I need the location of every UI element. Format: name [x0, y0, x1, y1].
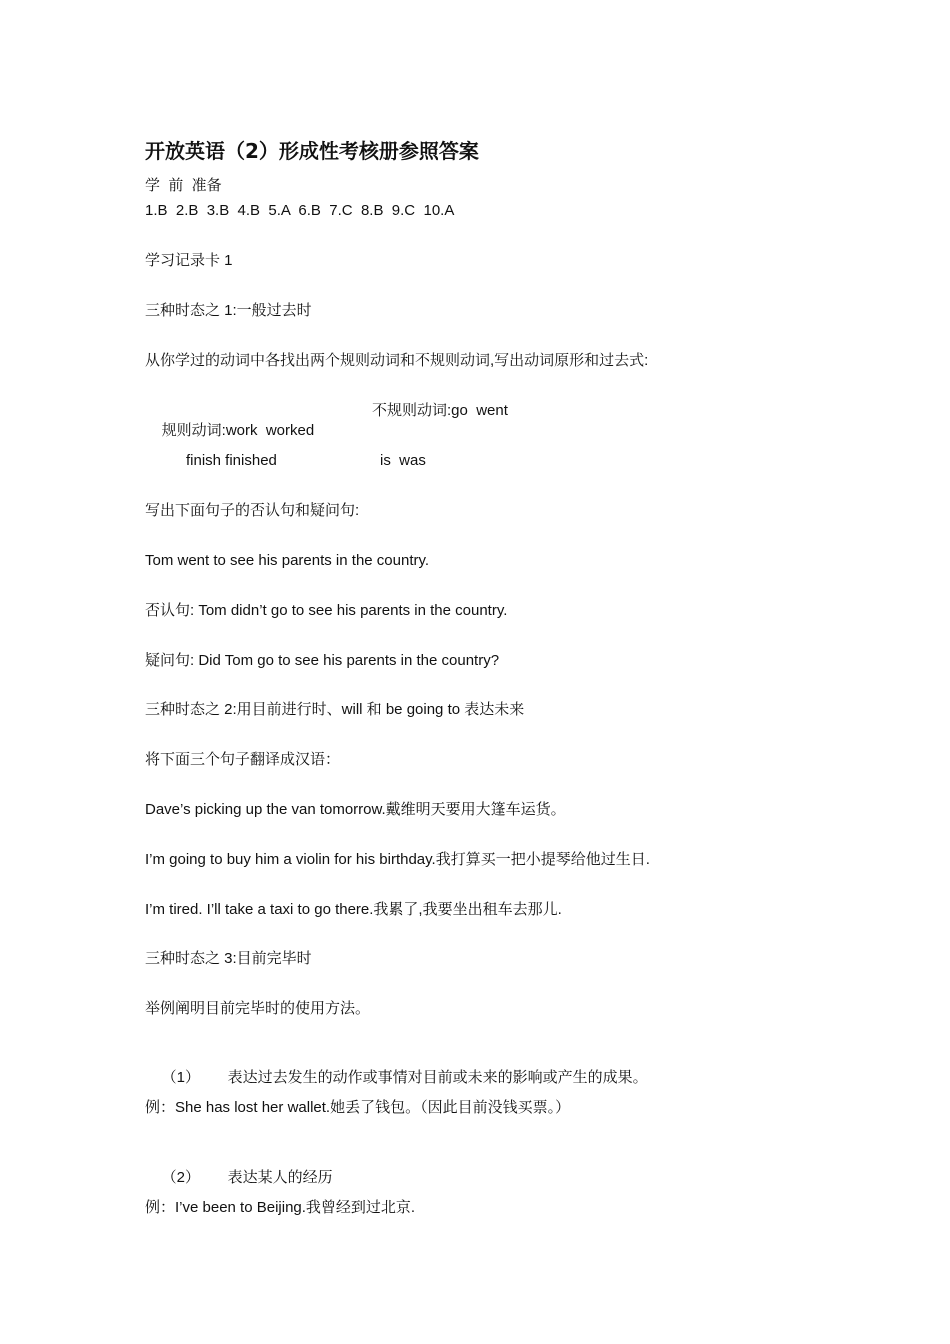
- section1-instruction: 从你学过的动词中各找出两个规则动词和不规则动词,写出动词原形和过去式:: [145, 352, 649, 369]
- irregular-verb-2: is was: [380, 452, 426, 469]
- translation-3: I’m tired. I’ll take a taxi to go there.我累了,我要坐出租车去那儿.: [145, 901, 562, 918]
- regular-verb-1: 规则动词:work worked: [161, 422, 315, 439]
- regular-verb-2: finish finished: [186, 452, 277, 469]
- usage-point-1-text: 表达过去发生的动作或事情对目前或未来的影响或产生的成果。: [227, 1069, 648, 1086]
- section1-instruction2: 写出下面句子的否认句和疑问句:: [145, 502, 360, 519]
- usage-example-1: 例：She has lost her wallet.她丢了钱包。（因此目前没钱买票。）: [145, 1099, 571, 1116]
- section2-heading: 三种时态之 2:用目前进行时、will 和 be going to 表达未来: [145, 701, 525, 718]
- prep-heading: 学 前 准备: [145, 177, 222, 194]
- negative-sentence: 否认句: Tom didn’t go to see his parents in the country.: [145, 602, 508, 619]
- usage-point-2-text: 表达某人的经历: [227, 1169, 333, 1186]
- section1-heading: 三种时态之 1:一般过去时: [145, 302, 312, 319]
- record-card-label: 学习记录卡 1: [145, 252, 233, 269]
- prep-answers: 1.B 2.B 3.B 4.B 5.A 6.B 7.C 8.B 9.C 10.A: [145, 202, 455, 219]
- section3-instruction: 举例阐明目前完毕时的使用方法。: [145, 1000, 371, 1017]
- section2-instruction: 将下面三个句子翻译成汉语：: [145, 751, 341, 768]
- usage-point-1-number: （1）: [161, 1069, 201, 1086]
- page-title: 开放英语（2）形成性考核册参照答案: [145, 139, 479, 163]
- usage-point-2-number: （2）: [161, 1169, 201, 1186]
- irregular-verb-1: 不规则动词:go went: [372, 402, 508, 419]
- usage-example-2: 例：I’ve been to Beijing.我曾经到过北京.: [145, 1199, 416, 1216]
- question-sentence: 疑问句: Did Tom go to see his parents in the country?: [145, 652, 500, 669]
- translation-1: Dave’s picking up the van tomorrow.戴维明天要用大篷车运货。: [145, 801, 566, 818]
- example-sentence: Tom went to see his parents in the country.: [145, 552, 430, 569]
- translation-2: I’m going to buy him a violin for his birthday.我打算买一把小提琴给他过生日.: [145, 851, 650, 868]
- section3-heading: 三种时态之 3:目前完毕时: [145, 950, 312, 967]
